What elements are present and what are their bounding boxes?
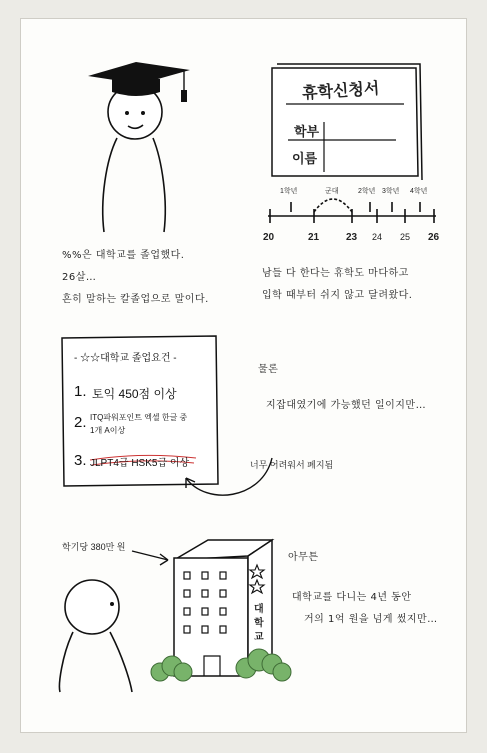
form-field-dept: 학부 bbox=[294, 124, 320, 139]
req1-text: 토익 450점 이상 bbox=[92, 387, 177, 401]
tuition-label: 학기당 380만 원 bbox=[62, 542, 126, 552]
timeline-label-5: 4학년 bbox=[410, 188, 428, 195]
timeline-tick-24: 24 bbox=[372, 232, 383, 242]
arrow-note: 너무 어려워서 폐지됨 bbox=[250, 460, 334, 470]
caption-line-2: 26살… bbox=[62, 272, 97, 283]
timeline-label-3: 2학년 bbox=[358, 188, 376, 195]
panel4-text-2: 대학교를 다니는 4년 동안 bbox=[292, 592, 412, 603]
building-sign-1: 대 bbox=[254, 604, 264, 615]
caption-line-1: %%은 대학교를 졸업했다. bbox=[62, 250, 185, 261]
timeline-label-1: 1학년 bbox=[280, 188, 298, 195]
req3-text: JLPT4급 HSK5급 이상 bbox=[90, 458, 190, 469]
panel4-text-1: 아무튼 bbox=[288, 552, 319, 563]
timeline-tick-23: 23 bbox=[346, 232, 358, 243]
building-sign-3: 교 bbox=[254, 632, 264, 643]
timeline-tick-20: 20 bbox=[263, 232, 275, 243]
form-field-name: 이름 bbox=[292, 151, 318, 166]
side-note-1: 물론 bbox=[258, 364, 279, 375]
req2-text-a: ITQ파워포인트 엑셀 한글 중 bbox=[90, 413, 188, 422]
req2-number: 2. bbox=[74, 414, 87, 431]
req3-number: 3. bbox=[74, 452, 87, 469]
caption-line-3: 흔히 말하는 칼졸업으로 말이다. bbox=[62, 294, 209, 305]
student-figure bbox=[60, 580, 132, 692]
card-title: - ☆☆대학교 졸업요건 - bbox=[74, 353, 177, 364]
building-sign-2: 학 bbox=[254, 618, 264, 629]
timeline-label-2: 군대 bbox=[325, 188, 339, 195]
panel4-text-3: 거의 1억 원을 넘게 썼지만… bbox=[304, 614, 438, 625]
caption-2-line-2: 입학 때부터 쉬지 않고 달려왔다. bbox=[262, 290, 413, 301]
timeline-tick-25: 25 bbox=[400, 232, 411, 242]
graduate-figure bbox=[103, 85, 166, 232]
side-note-2: 지잡대였기에 가능했던 일이지만… bbox=[266, 400, 427, 411]
timeline-tick-21: 21 bbox=[308, 232, 320, 243]
req1-number: 1. bbox=[74, 383, 87, 400]
form-title: 휴학신청서 bbox=[301, 80, 380, 103]
timeline-label-4: 3학년 bbox=[382, 188, 400, 195]
timeline bbox=[268, 199, 436, 223]
req2-text-b: 1개 A이상 bbox=[90, 426, 126, 435]
timeline-tick-26: 26 bbox=[428, 232, 440, 243]
eye bbox=[110, 602, 114, 606]
caption-2-line-1: 남들 다 한다는 휴학도 마다하고 bbox=[262, 268, 409, 279]
arrow-tuition bbox=[132, 551, 168, 565]
